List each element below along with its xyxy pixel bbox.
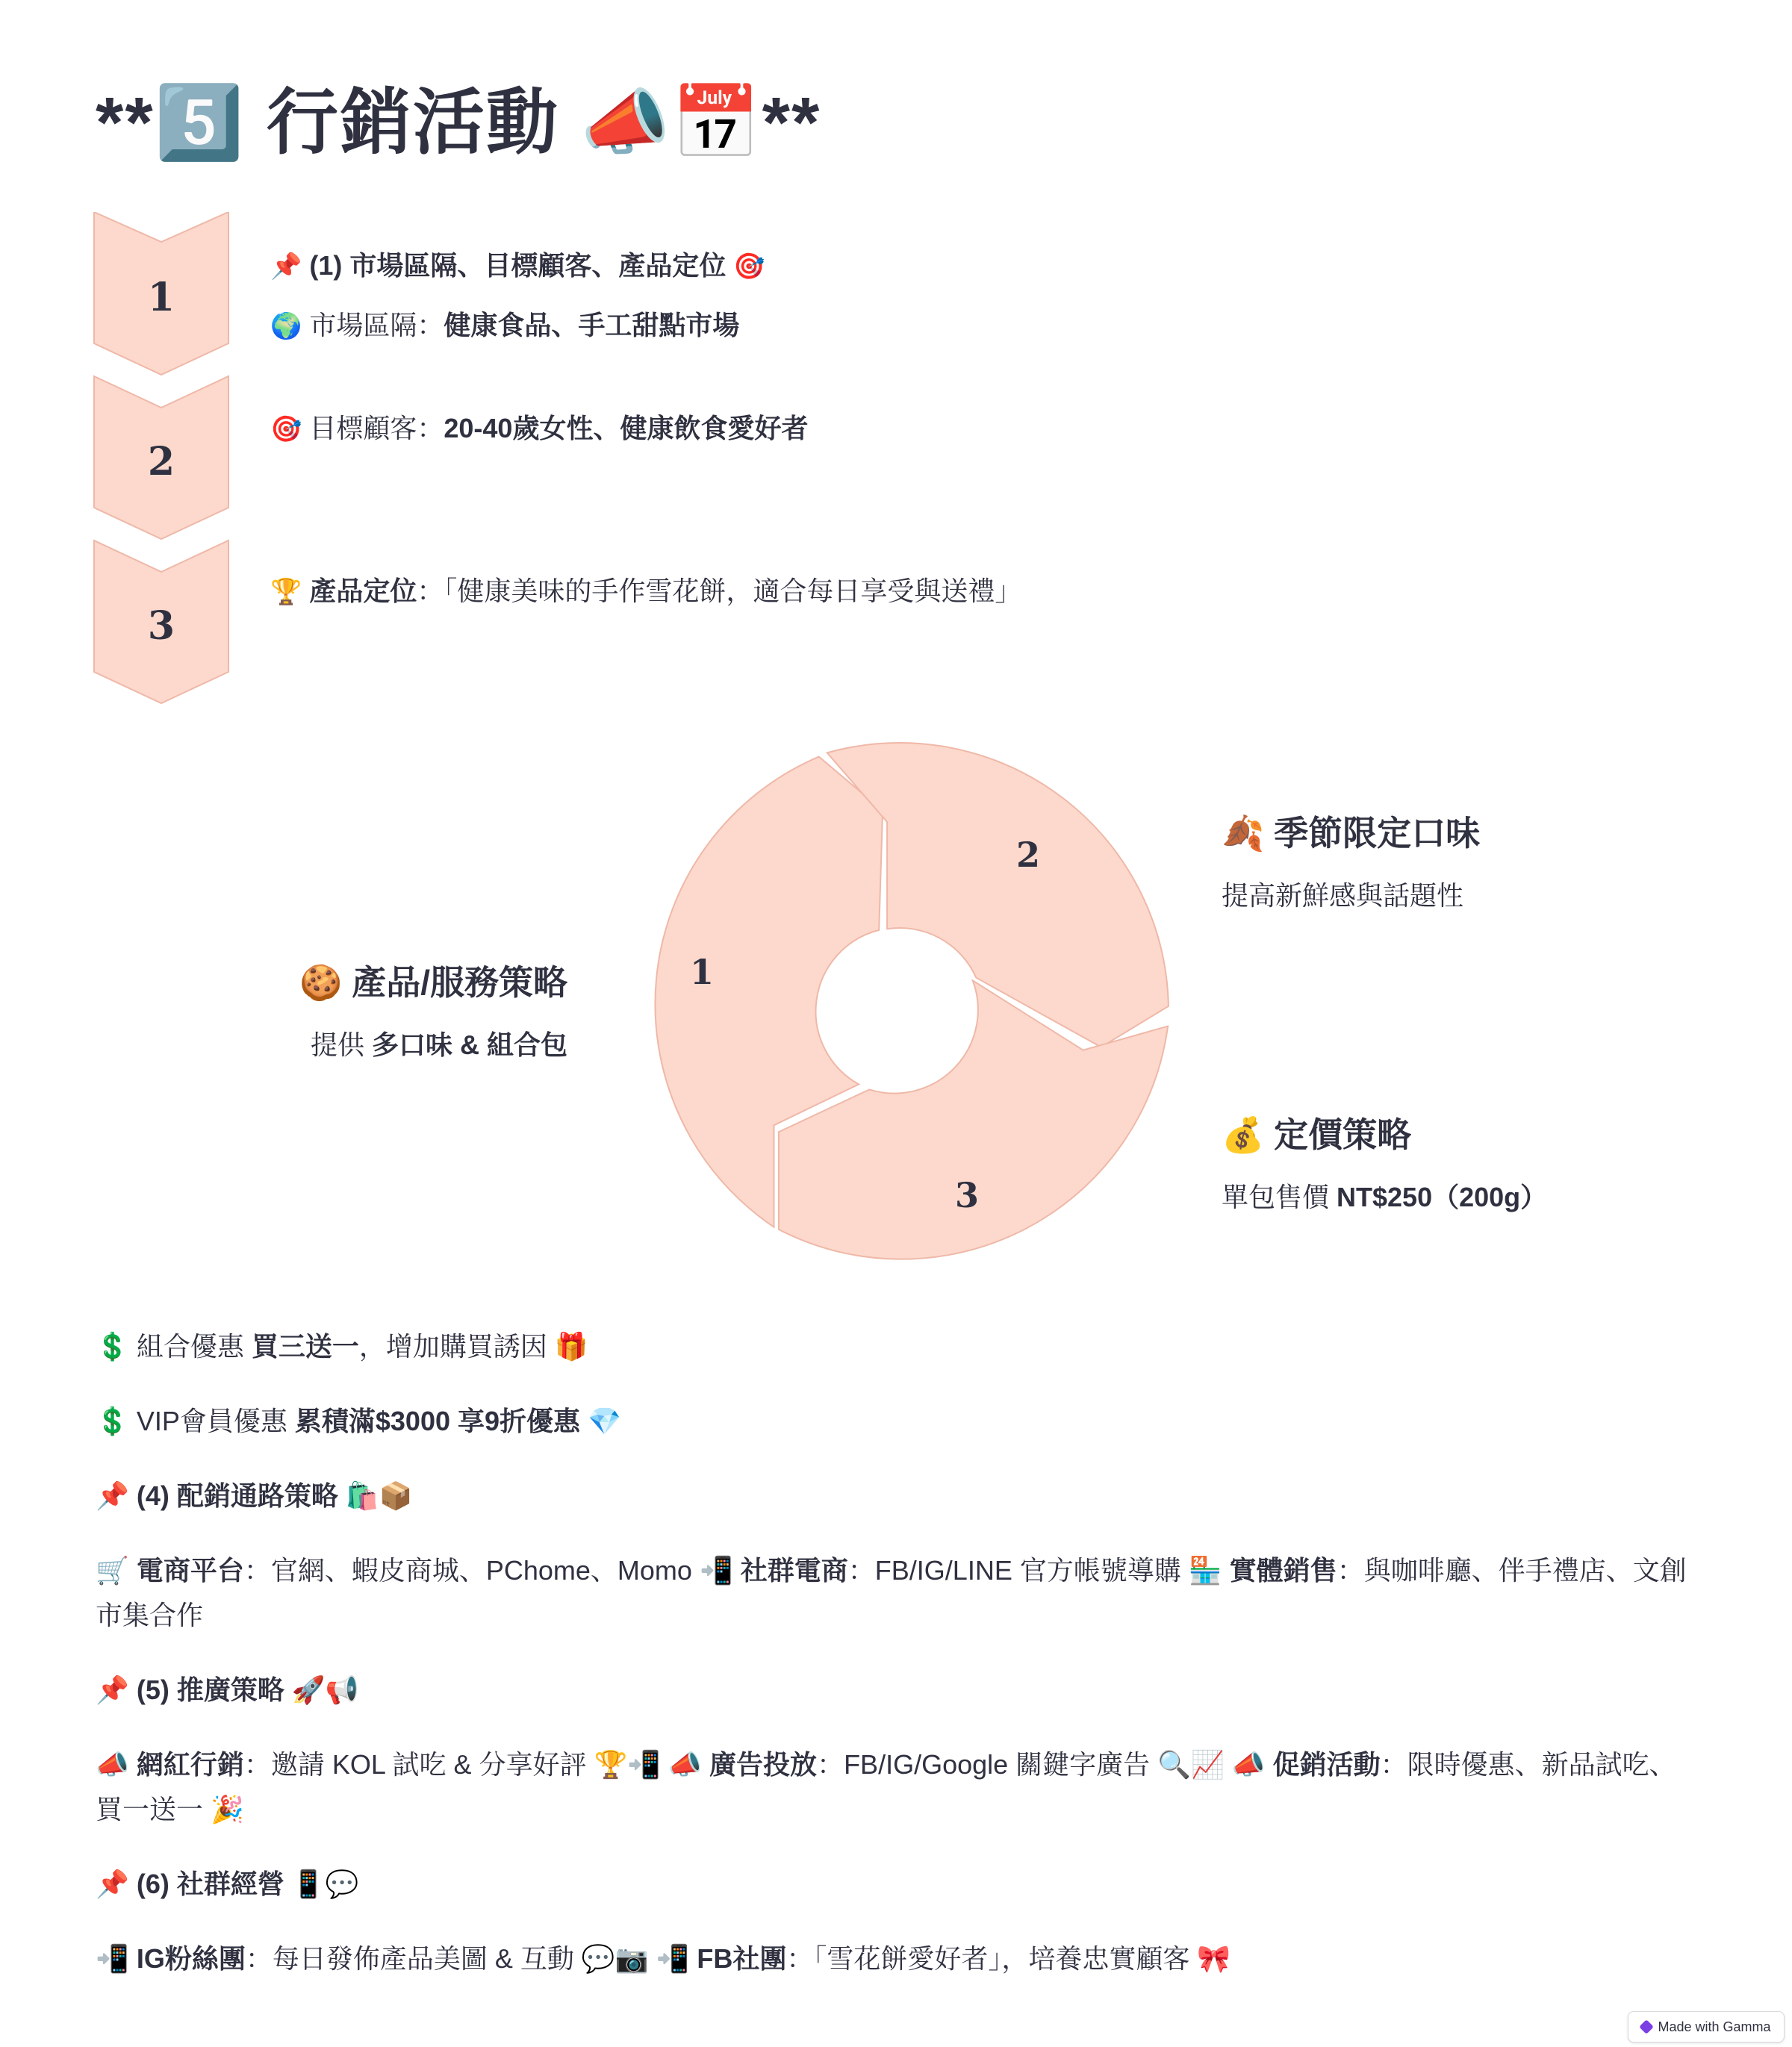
product-strategy-desc: 提供 多口味 & 組合包 xyxy=(310,1029,567,1060)
cycle-ring xyxy=(612,724,1187,1299)
seasonal-flavor-desc: 提高新鮮感與話題性 xyxy=(1222,880,1464,911)
money-bag-icon: 💰 xyxy=(1222,1115,1265,1154)
segment-heading: 📌 (1) 市場區隔、目標顧客、產品定位 🎯 xyxy=(270,250,765,281)
positioning-line: 🏆 產品定位：「健康美味的手作雪花餅，適合每日享受與送禮」 xyxy=(270,576,1022,606)
cycle-number-3: 3 xyxy=(954,1175,979,1215)
page-title: **5️⃣ 行銷活動 📣📅** xyxy=(96,83,821,163)
cycle-number-1: 1 xyxy=(689,952,714,992)
seasonal-flavor-title: 🍂 季節限定口味 xyxy=(1222,814,1481,853)
megaphone-icon: 📣 xyxy=(1231,1749,1273,1780)
megaphone-icon: 📣 xyxy=(668,1749,710,1780)
step-list xyxy=(93,212,242,705)
promotion-body: 📣 網紅行銷：邀請 KOL 試吃 & 分享好評 🏆📲 📣 廣告投放：FB/IG/Google 關鍵字廣告 🔍📈 📣 促銷活動：限時優惠、新品試吃、買一送一 🎉 xyxy=(96,1749,1676,1825)
globe-icon: 🌍 xyxy=(270,312,302,340)
megaphone-icon: 📣 xyxy=(96,1749,137,1780)
badge-label: Made with Gamma xyxy=(1658,2019,1771,2034)
community-body: 📲 IG粉絲團：每日發佈產品美圖 & 互動 💬📷 📲 FB社團：「雪花餅愛好者」，培養忠實顧客 🎀 xyxy=(96,1943,1231,1974)
store-icon: 🏪 xyxy=(1188,1555,1230,1586)
trophy-icon: 🏆 xyxy=(270,578,302,606)
bundle-offer: 💲 組合優惠 買三送一，增加購買誘因 🎁 xyxy=(96,1331,588,1362)
distribution-heading: 📌 (4) 配銷通路策略 🛍️📦 xyxy=(96,1480,413,1511)
promotion-heading: 📌 (5) 推廣策略 🚀📢 xyxy=(96,1674,359,1705)
cart-icon: 🛒 xyxy=(96,1555,137,1586)
pricing-strategy-title: 💰 定價策略 xyxy=(1222,1115,1412,1154)
distribution-body: 🛒 電商平台：官網、蝦皮商城、PChome、Momo 📲 社群電商：FB/IG/LINE 官方帳號導購 🏪 實體銷售：與咖啡廳、伴手禮店、文創市集合作 xyxy=(96,1555,1687,1630)
target-icon: 🎯 xyxy=(733,252,765,281)
cycle-diagram xyxy=(612,724,1187,1303)
gamma-logo-icon xyxy=(1640,2019,1655,2034)
mobile-arrow-icon: 📲 xyxy=(656,1943,697,1974)
mobile-arrow-icon: 📲 xyxy=(699,1555,741,1586)
dollar-icon: 💲 xyxy=(96,1331,129,1362)
pricing-strategy-desc: 單包售價 NT$250（200g） xyxy=(1222,1182,1548,1212)
mobile-arrow-icon: 📲 xyxy=(96,1943,137,1974)
target-customer-line: 🎯 目標顧客：20-40歲女性、健康飲食愛好者 xyxy=(270,413,809,443)
step-number-1: 1 xyxy=(147,275,175,320)
target-icon: 🎯 xyxy=(270,415,302,443)
fallen-leaf-icon: 🍂 xyxy=(1222,814,1265,853)
vip-offer: 💲 VIP會員優惠 累積滿$3000 享9折優惠 💎 xyxy=(96,1406,621,1436)
cookie-icon: 🍪 xyxy=(299,963,343,1002)
community-heading: 📌 (6) 社群經營 📱💬 xyxy=(96,1869,359,1899)
step-number-2: 2 xyxy=(147,439,175,485)
dollar-icon: 💲 xyxy=(96,1406,129,1436)
product-strategy-title: 🍪 產品/服務策略 xyxy=(299,963,567,1002)
cycle-number-2: 2 xyxy=(1015,835,1040,875)
step-number-3: 3 xyxy=(147,603,175,649)
made-with-gamma-badge[interactable] xyxy=(1628,2011,1785,2043)
pushpin-icon: 📌 xyxy=(270,252,302,281)
market-segment-line: 🌍 市場區隔：健康食品、手工甜點市場 xyxy=(270,310,740,340)
